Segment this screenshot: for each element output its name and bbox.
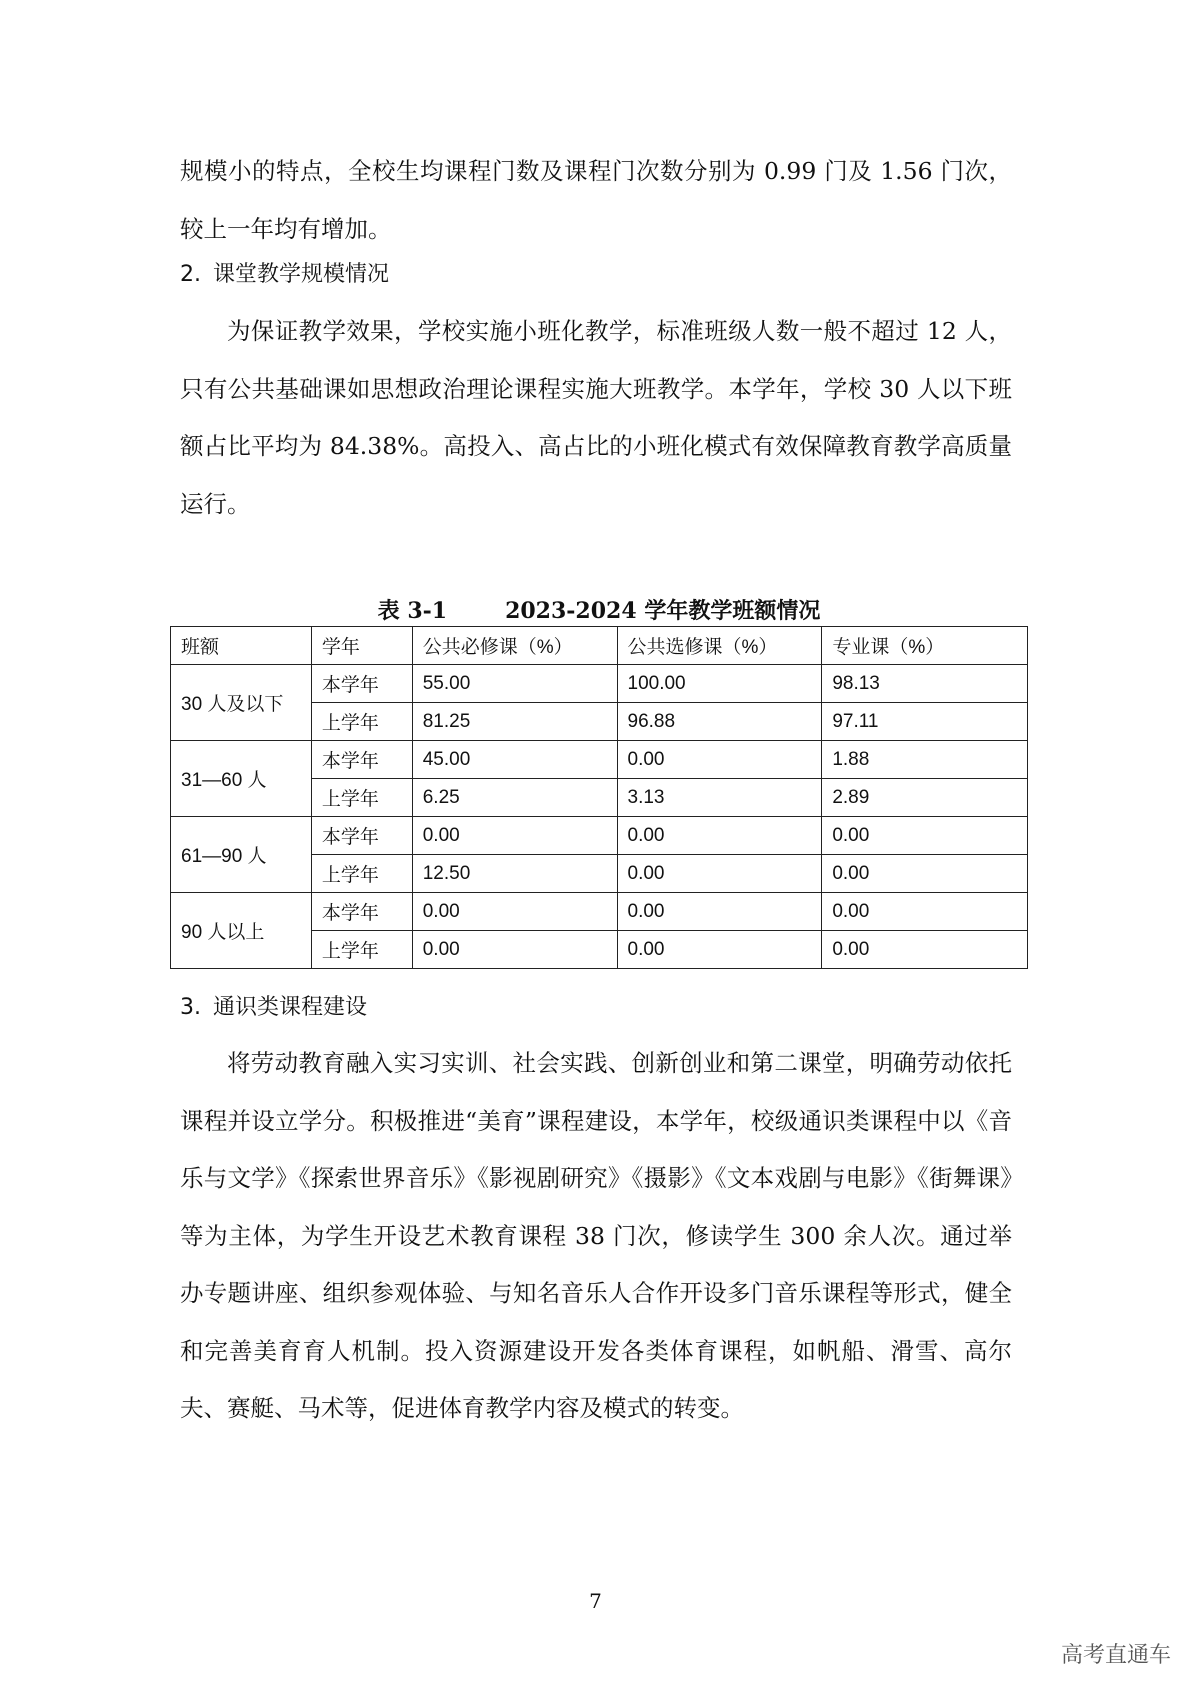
percentage-cell: 12.50 xyxy=(412,855,617,893)
paragraph-course-count: 规模小的特点，全校生均课程门数及课程门次数分别为 0.99 门及 1.56 门次，较上一年均有增加。 xyxy=(180,157,1012,243)
paragraph-general-education: 将劳动教育融入实习实训、社会实践、创新创业和第二课堂，明确劳动依托课程并设立学分。积极推进“美育”课程建设，本学年，校级通识类课程中以《音乐与文学》《探索世界音乐》《影视剧研究》《摄影》《文本戏剧与电影》《街舞课》等为主体，为学生开设艺术教育课程 38 门次，修读学生 300 余人次。通过举办专题讲座、组织参观体验、与知名音乐人合作开设多门音乐课程等形式，健全和完善美育育人机制。投入资源建设开发各类体育课程，如帆船、滑雪、高尔夫、赛艇、马术等，促进体育教学内容及模式的转变。 xyxy=(180,1049,1012,1422)
page-number: 7 xyxy=(589,1589,602,1613)
table-caption xyxy=(170,596,1028,626)
percentage-cell: 2.89 xyxy=(822,779,1028,817)
table-row xyxy=(171,893,1028,931)
academic-year-cell: 上学年 xyxy=(311,855,412,893)
header-cell: 学年 xyxy=(311,627,412,665)
percentage-cell: 96.88 xyxy=(617,703,822,741)
header-cell: 专业课（%） xyxy=(822,627,1028,665)
section-number: 3. xyxy=(180,995,201,1020)
table-caption-title: 2023-2024 学年教学班额情况 xyxy=(505,598,821,624)
percentage-cell: 0.00 xyxy=(617,931,822,969)
academic-year-cell: 上学年 xyxy=(311,931,412,969)
academic-year-cell: 上学年 xyxy=(311,779,412,817)
percentage-cell: 98.13 xyxy=(822,665,1028,703)
percentage-cell: 0.00 xyxy=(412,931,617,969)
section-heading-class-size xyxy=(180,260,389,290)
section-heading-general-education xyxy=(180,993,367,1023)
table-row xyxy=(171,665,1028,703)
academic-year-cell: 本学年 xyxy=(311,817,412,855)
paragraph-small-class: 为保证教学效果，学校实施小班化教学，标准班级人数一般不超过 12 人，只有公共基础课如思想政治理论课程实施大班教学。本学年，学校 30 人以下班额占比平均为 84.38%。高投入、高占比的小班化模式有效保障教育教学高质量运行。 xyxy=(180,317,1012,518)
percentage-cell: 1.88 xyxy=(822,741,1028,779)
percentage-cell: 6.25 xyxy=(412,779,617,817)
percentage-cell: 0.00 xyxy=(617,741,822,779)
percentage-cell: 0.00 xyxy=(822,855,1028,893)
percentage-cell: 0.00 xyxy=(822,931,1028,969)
percentage-cell: 0.00 xyxy=(412,893,617,931)
class-size-group-cell: 61—90 人 xyxy=(171,817,312,893)
table-row xyxy=(171,741,1028,779)
section-title: 通识类课程建设 xyxy=(213,995,368,1020)
percentage-cell: 97.11 xyxy=(822,703,1028,741)
academic-year-cell: 本学年 xyxy=(311,741,412,779)
header-cell: 公共选修课（%） xyxy=(617,627,822,665)
header-cell: 班额 xyxy=(171,627,312,665)
academic-year-cell: 上学年 xyxy=(311,703,412,741)
percentage-cell: 45.00 xyxy=(412,741,617,779)
percentage-cell: 100.00 xyxy=(617,665,822,703)
percentage-cell: 3.13 xyxy=(617,779,822,817)
percentage-cell: 0.00 xyxy=(412,817,617,855)
percentage-cell: 55.00 xyxy=(412,665,617,703)
percentage-cell: 0.00 xyxy=(822,817,1028,855)
percentage-cell: 0.00 xyxy=(822,893,1028,931)
class-size-group-cell: 30 人及以下 xyxy=(171,665,312,741)
academic-year-cell: 本学年 xyxy=(311,893,412,931)
academic-year-cell: 本学年 xyxy=(311,665,412,703)
percentage-cell: 81.25 xyxy=(412,703,617,741)
percentage-cell: 0.00 xyxy=(617,855,822,893)
section-number: 2. xyxy=(180,262,201,287)
table-row xyxy=(171,817,1028,855)
header-cell: 公共必修课（%） xyxy=(412,627,617,665)
percentage-cell: 0.00 xyxy=(617,893,822,931)
percentage-cell: 0.00 xyxy=(617,817,822,855)
section-title: 课堂教学规模情况 xyxy=(213,262,390,287)
watermark-text: 高考直通车 xyxy=(1060,1643,1171,1668)
table-caption-label: 表 3-1 xyxy=(377,598,448,624)
class-size-table xyxy=(170,626,1028,969)
class-size-group-cell: 90 人以上 xyxy=(171,893,312,969)
class-size-group-cell: 31—60 人 xyxy=(171,741,312,817)
table-header-row xyxy=(171,627,1028,665)
